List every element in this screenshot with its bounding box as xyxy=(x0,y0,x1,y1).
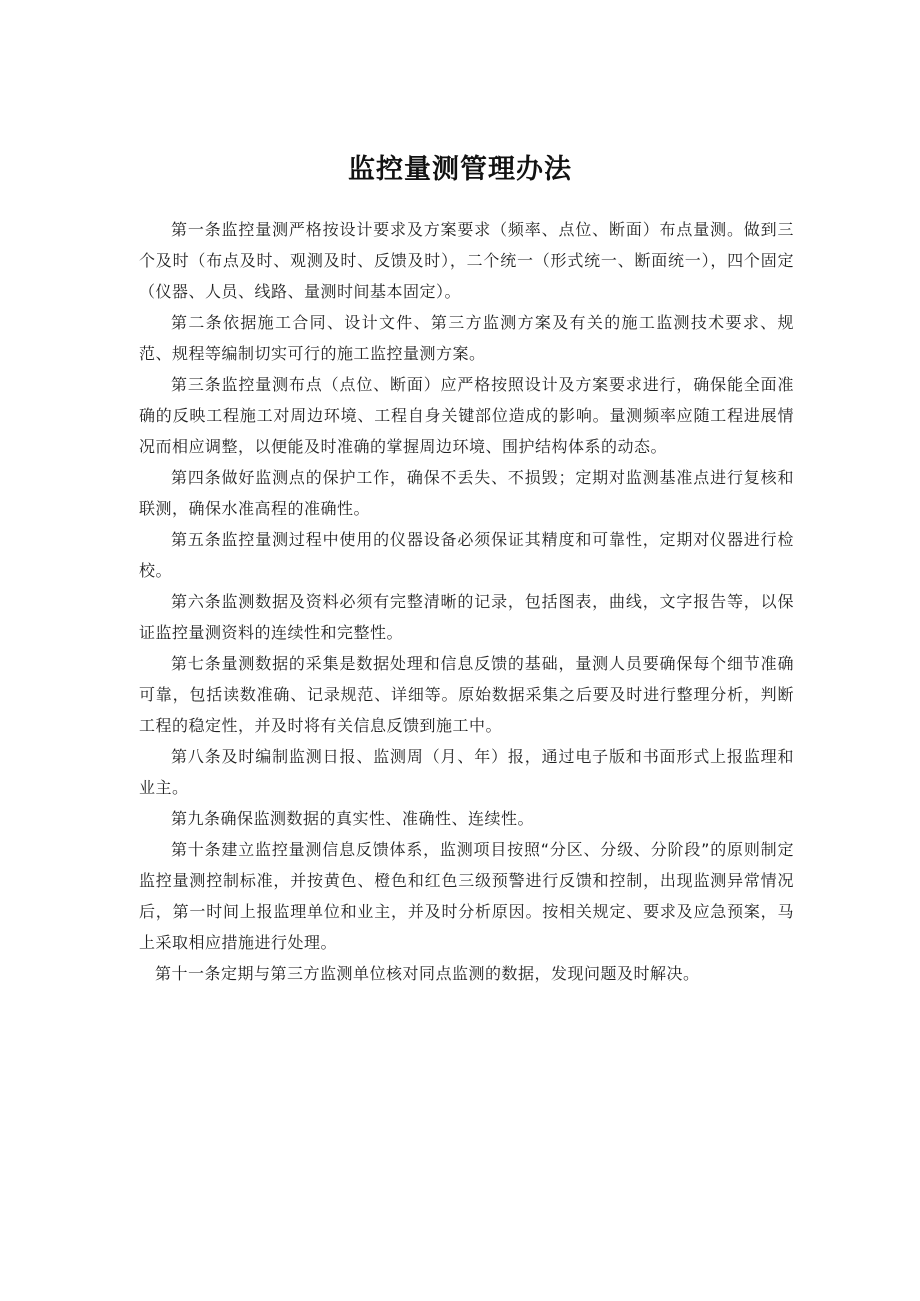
document-body xyxy=(139,214,794,989)
article-6: 第六条监测数据及资料必须有完整清晰的记录，包括图表，曲线，文字报告等，以保证监控量测资料的连续性和完整性。 xyxy=(139,592,794,642)
article-1: 第一条监控量测严格按设计要求及方案要求（频率、点位、断面）布点量测。做到三个及时（布点及时、观测及时、反馈及时），二个统一（形式统一、断面统一），四个固定（仪器、人员、线路、量测时间基本固定）。 xyxy=(139,220,794,301)
article-10: 第十条建立监控量测信息反馈体系，监测项目按照“分区、分级、分阶段”的原则制定监控量测控制标准，并按黄色、橙色和红色三级预警进行反馈和控制，出现监测异常情况后，第一时间上报监理单位和业主，并及时分析原因。按相关规定、要求及应急预案，马上采取相应措施进行处理。 xyxy=(139,840,794,952)
document-title: 监控量测管理办法 xyxy=(348,154,572,185)
article-8: 第八条及时编制监测日报、监测周（月、年）报，通过电子版和书面形式上报监理和业主。 xyxy=(139,747,794,797)
article-11: 第十一条定期与第三方监测单位核对同点监测的数据，发现问题及时解决。 xyxy=(155,964,700,983)
article-3: 第三条监控量测布点（点位、断面）应严格按照设计及方案要求进行，确保能全面准确的反映工程施工对周边环境、工程自身关键部位造成的影响。量测频率应随工程进展情况而相应调整，以便能及时准确的掌握周边环境、围护结构体系的动态。 xyxy=(139,375,794,456)
article-5: 第五条监控量测过程中使用的仪器设备必须保证其精度和可靠性，定期对仪器进行检校。 xyxy=(139,530,794,580)
article-4: 第四条做好监测点的保护工作，确保不丢失、不损毁；定期对监测基准点进行复核和联测，确保水准高程的准确性。 xyxy=(139,468,794,518)
article-7: 第七条量测数据的采集是数据处理和信息反馈的基础，量测人员要确保每个细节准确可靠，包括读数准确、记录规范、详细等。原始数据采集之后要及时进行整理分析，判断工程的稳定性，并及时将有关信息反馈到施工中。 xyxy=(139,654,794,735)
article-2: 第二条依据施工合同、设计文件、第三方监测方案及有关的施工监测技术要求、规范、规程等编制切实可行的施工监控量测方案。 xyxy=(139,313,794,363)
article-9: 第九条确保监测数据的真实性、准确性、连续性。 xyxy=(171,809,535,828)
